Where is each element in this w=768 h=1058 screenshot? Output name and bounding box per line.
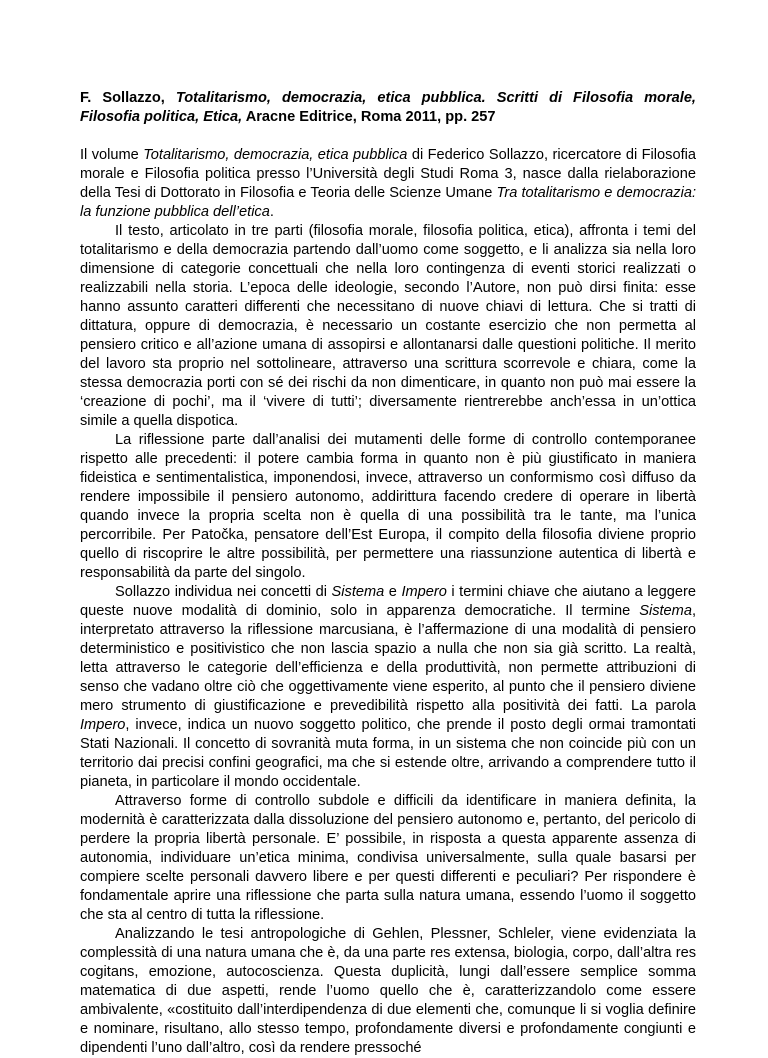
paragraph-sistema-impero [80,583,696,792]
text-span: , interpretato attraverso la riflessione marcusiana, è l’affermazione di una modalità di pensiero deterministico e positivistico che non lascia spazio a nulla che non sia già scritto. La realtà, letta attraverso le categorie dell’efficienza e della produttività, non permette attribuzioni di senso che vadano oltre ciò che oggettivamente viene esperito, al punto che il pensiero diviene mero strumento di giustificazione e prevedibilità rispetto alla positività dei fatti. La parola [80,603,696,714]
paragraph-intro [80,146,696,222]
text-span: , invece, indica un nuovo soggetto politico, che prende il posto degli ormai tramontati Stati Nazionali. Il concetto di sovranità muta forma, in un sistema che non coincide più con un territorio dai precisi confini geografici, ma che si estende oltre, arrivando a comprendere tutto il pianeta, in particolare il mondo occidentale. [80,717,696,790]
text-span: e [384,584,402,600]
text-span: di Federico Sollazzo, ricercatore di Filosofia morale e Filosofia politica presso l’Università degli Studi Roma 3, nasce dalla rielaborazione della Tesi di Dottorato in Filosofia e Teoria delle Scienze Umane [80,147,696,201]
text-span: Il volume [80,147,144,163]
citation-title: Totalitarismo, democrazia, etica pubblica. Scritti di Filosofia morale, Filosofia politica, Etica, [80,90,696,125]
italic-term: Impero [80,717,126,733]
document-page [80,89,696,1058]
text-span: i termini chiave che aiutano a leggere queste nuove modalità di dominio, solo in apparenza democratiche. Il termine [80,584,697,619]
paragraph-control-forms: La riflessione parte dall’analisi dei mutamenti delle forme di controllo contemporanee rispetto alle precedenti: il potere cambia forma in quanto non è più giustificato in maniera fideistica e sentimentalistica, imponendosi, invece, attraverso un conformismo così diffuso da rendere impossibile il pensiero autonomo, addirittura facendo credere di operare in libertà quando invece la propria scelta non è quella di una possibilità tra le tante, ma l’unica percorribile. Per Patočka, pensatore dell’Est Europa, il compito della filosofia diviene proprio quello di riscoprire le altre possibilità, per permettere una riassunzione autentica di libertà e responsabilità da parte del singolo. [80,432,696,581]
citation-author: F. Sollazzo, [80,90,176,106]
italic-term: Sistema [331,584,385,600]
paragraph-structure: Il testo, articolato in tre parti (filosofia morale, filosofia politica, etica), affronta i temi del totalitarismo e della democrazia partendo dall’uomo come soggetto, e li analizza sia nella loro dimensione di categorie concettuali che nella loro contingenza di eventi storici realizzati o realizzabili nella storia. L’epoca delle ideologie, secondo l’Autore, non può dirsi finita: esse hanno assunto caratteri differenti che necessitano di nuove chiavi di lettura. Che si tratti di dittatura, oppure di democrazia, è necessario un costante esercizio che non permetta al pensiero critico e all’azione umana di assopirsi e allontanarsi dalle questioni politiche. Il merito del lavoro sta proprio nel sottolineare, attraverso una scrittura scorrevole e chiara, come la stessa democrazia porti con sé dei rischi da non dimenticare, in quanto non può mai essere la ‘creazione di pochi’, ma il ‘vivere di tutti’; diversamente rientrerebbe anch’essa in un’ottica simile a quella dispotica. [80,223,696,429]
italic-term: Impero [401,584,447,600]
paragraph-anthropology: Analizzando le tesi antropologiche di Gehlen, Plessner, Schleler, viene evidenziata la complessità di una natura umana che è, da una parte res extensa, biologia, corpo, dall’altra res cogitans, emozione, autocoscienza. Questa duplicità, lungi dall’essere semplice somma matematica di due aspetti, rende l’uomo quello che è, caratterizzandolo come essere ambivalente, «costituito dall’interdipendenza di due elementi che, comunque li si voglia definire e nominare, risultano, allo stesso tempo, profondamente diversi e profondamente congiunti e dipendenti l’uno dall’altro, così da rendere pressoché [80,926,696,1056]
thesis-title-italic: Tra totalitarismo e democrazia: la funzione pubblica dell’etica [80,185,697,220]
text-span: Sollazzo individua nei concetti di [115,584,332,600]
citation-publisher: Aracne Editrice, Roma 2011, pp. 257 [242,109,496,125]
paragraph-minimal-ethics: Attraverso forme di controllo subdole e difficili da identificare in maniera definita, la modernità è caratterizzata dalla dissoluzione del pensiero autonomo e, pertanto, del pericolo di perdere la propria libertà personale. E’ possibile, in risposta a questa apparente assenza di autonomia, individuare un’etica minima, condivisa universalmente, sulla quale basarsi per compiere scelte personali davvero libere e per questi differenti e peculiari? Per rispondere è fondamentale aprire una riflessione che parta sulla natura umana, essendo l’uomo il soggetto che sta al centro di tutta la riflessione. [80,793,696,923]
book-title-italic: Totalitarismo, democrazia, etica pubblica [143,147,408,163]
italic-term: Sistema [639,603,692,619]
text-span: . [269,204,274,220]
book-citation [80,89,696,127]
